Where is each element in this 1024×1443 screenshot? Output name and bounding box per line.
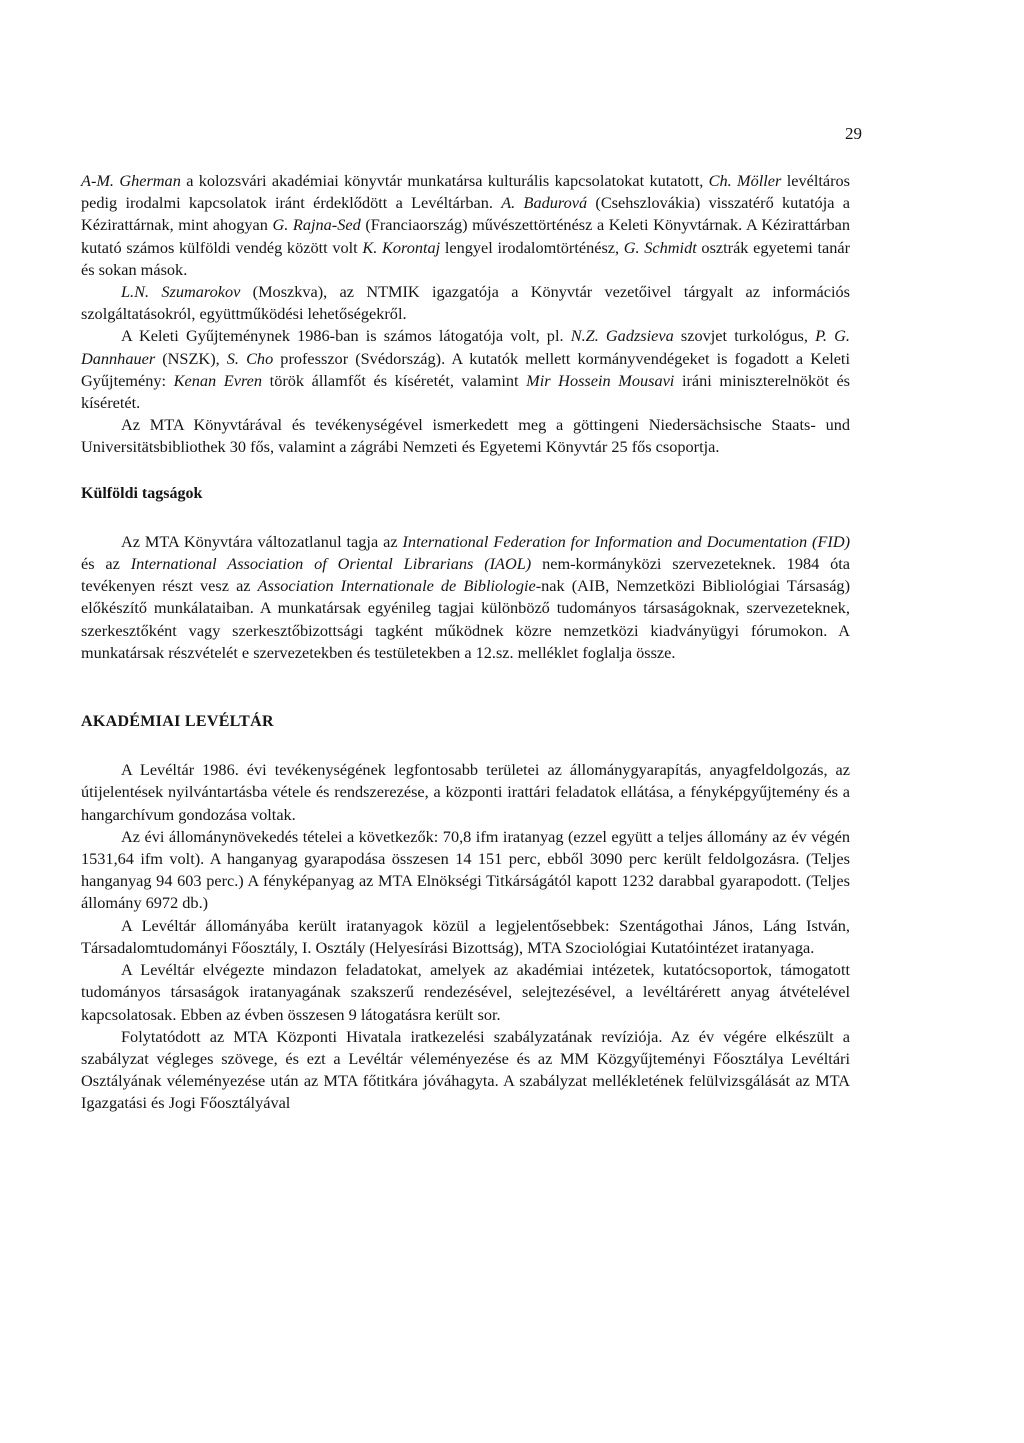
section-heading-foreign-memberships: Külföldi tagságok — [81, 484, 203, 502]
italic-name: International Federation for Information and Documentation (FID) — [402, 531, 850, 551]
paragraph-archive-5: Folytatódott az MTA Központi Hivatala iratkezelési szabályzatának revíziója. Az év végére elkészült a szabályzat végleges szövege, és ezt a Levéltár véleményezése és az MM Közgyűjteményi Főosztálya Levéltári Osztályának véleményezése után az MTA főtitkára jóváhagyta. A szabályzat mellékletének felülvizsgálását az MTA Igazgatási és Jogi Főosztályával — [81, 1026, 850, 1113]
italic-name: P. G. Dannhauer — [81, 326, 850, 368]
italic-name: Kenan Evren — [173, 370, 263, 390]
paragraph-archive-1: A Levéltár 1986. évi tevékenységének legfontosabb területei az állománygyarapítás, anyagfeldolgozás, az útijelentések nyilvántartásba vétele és rendszerezése, a központi irattári feladatok ellátása, a fényképgyűjtemény és a hangarchívum gondozása voltak. — [81, 760, 850, 824]
italic-name: S. Cho — [226, 348, 274, 368]
page-number: 29 — [845, 124, 862, 143]
paragraph-visitors-4: Az MTA Könyvtárával és tevékenységével ismerkedett meg a göttingeni Niedersächsische Staats- und Universitätsbibliothek 30 fős, valamint a zágrábi Nemzeti és Egyetemi Könyvtár 25 fős csoportja. — [81, 415, 850, 457]
italic-name: K. Korontaj — [362, 237, 441, 257]
paragraph-visitors-3: A Keleti Gyűjteménynek 1986-ban is számos látogatója volt, pl. N.Z. Gadzsieva szovjet turkológus, P. G. Dannhauer (NSZK), S. Cho professzor (Svédország). A kutatók mellett kormányvendégeket is fogadott a Keleti Gyűjtemény: Kenan Evren török államfőt és kíséretét, valamint Mir Hossein Mousavi iráni miniszterelnököt és kíséretét. — [81, 326, 851, 413]
paragraph-archive-2: Az évi állománynövekedés tételei a következők: 70,8 ifm iratanyag (ezzel együtt a teljes állomány az év végén 1531,64 ifm volt). A hanganyag gyarapodása összesen 14 151 perc, ebből 3090 perc került feldolgozásra. (Teljes hanganyag 94 603 perc.) A fényképanyag az MTA Elnökségi Titkárságától kapott 1232 darabbal gyarapodott. (Teljes állomány 6972 db.) — [81, 826, 850, 913]
italic-name: Mir Hossein Mousavi — [526, 370, 675, 390]
paragraph-visitors-2: L.N. Szumarokov (Moszkva), az NTMIK igazgatója a Könyvtár vezetőivel tárgyalt az információs szolgáltatásokról, együttműködési lehetőségekről. — [81, 282, 850, 324]
italic-name: International Association of Oriental Librarians (IAOL) — [130, 554, 532, 574]
italic-name: Ch. Möller — [708, 171, 782, 190]
italic-name: A-M. Gherman — [81, 171, 181, 190]
italic-name: N.Z. Gadzsieva — [570, 326, 674, 346]
paragraph-archive-3: A Levéltár állományába került iratanyagok közül a legjelentősebbek: Szentágothai János, Láng István, Társadalomtudományi Főosztály, I. Osztály (Helyesírási Bizottság), MTA Szociológiai Kutatóintézet iratanyaga. — [81, 915, 850, 957]
paragraph-visitors-1: A-M. Gherman a kolozsvári akadémiai könyvtár munkatársa kulturális kapcsolatokat kutatott, Ch. Möller levéltáros pedig irodalmi kapcsolatok iránt érdeklődött a Levéltárban. A. Badurová (Csehszlovákia) visszatérő kutatója a Kézirattárnak, mint ahogyan G. Rajna-Sed (Franciaország) művészettörténész a Keleti Könyvtárnak. A Kézirattárban kutató számos külföldi vendég között volt K. Korontaj lengyel irodalomtörténész, G. Schmidt osztrák egyetemi tanár és sokan mások. — [81, 171, 851, 279]
italic-name: A. Badurová — [501, 193, 588, 213]
paragraph-archive-4: A Levéltár elvégezte mindazon feladatokat, amelyek az akadémiai intézetek, kutatócsoportok, támogatott tudományos társaságok iratanyagának szakszerű rendezésével, selejtezésével, a levéltárérett anyag átvételével kapcsolatosak. Ebben az évben összesen 9 látogatásra került sor. — [81, 960, 850, 1024]
section-heading-academic-archive: AKADÉMIAI LEVÉLTÁR — [81, 713, 274, 731]
italic-name: L.N. Szumarokov — [121, 282, 241, 302]
italic-name: G. Schmidt — [623, 237, 697, 257]
page-body — [81, 170, 850, 1115]
paragraph-memberships: Az MTA Könyvtára változatlanul tagja az International Federation for Information and Documentation (FID) és az International Association of Oriental Librarians (IAOL) nem-kormányközi szervezeteknek. 1984 óta tevékenyen részt vesz az Association Internationale de Bibliologie-nak (AIB, Nemzetközi Bibliológiai Társaság) előkészítő munkálataiban. A munkatársak egyénileg tagjai különböző tudományos társaságoknak, szervezeteknek, szerkesztőként vagy szerkesztőbizottsági tagként működnek közre nemzetközi kiadványügyi fórumokon. A munkatársak részvételét e szervezetekben és testületekben a 12.sz. melléklet foglalja össze. — [81, 531, 850, 662]
italic-name: G. Rajna-Sed — [272, 215, 361, 235]
italic-name: Association Internationale de Bibliologie — [257, 576, 536, 596]
